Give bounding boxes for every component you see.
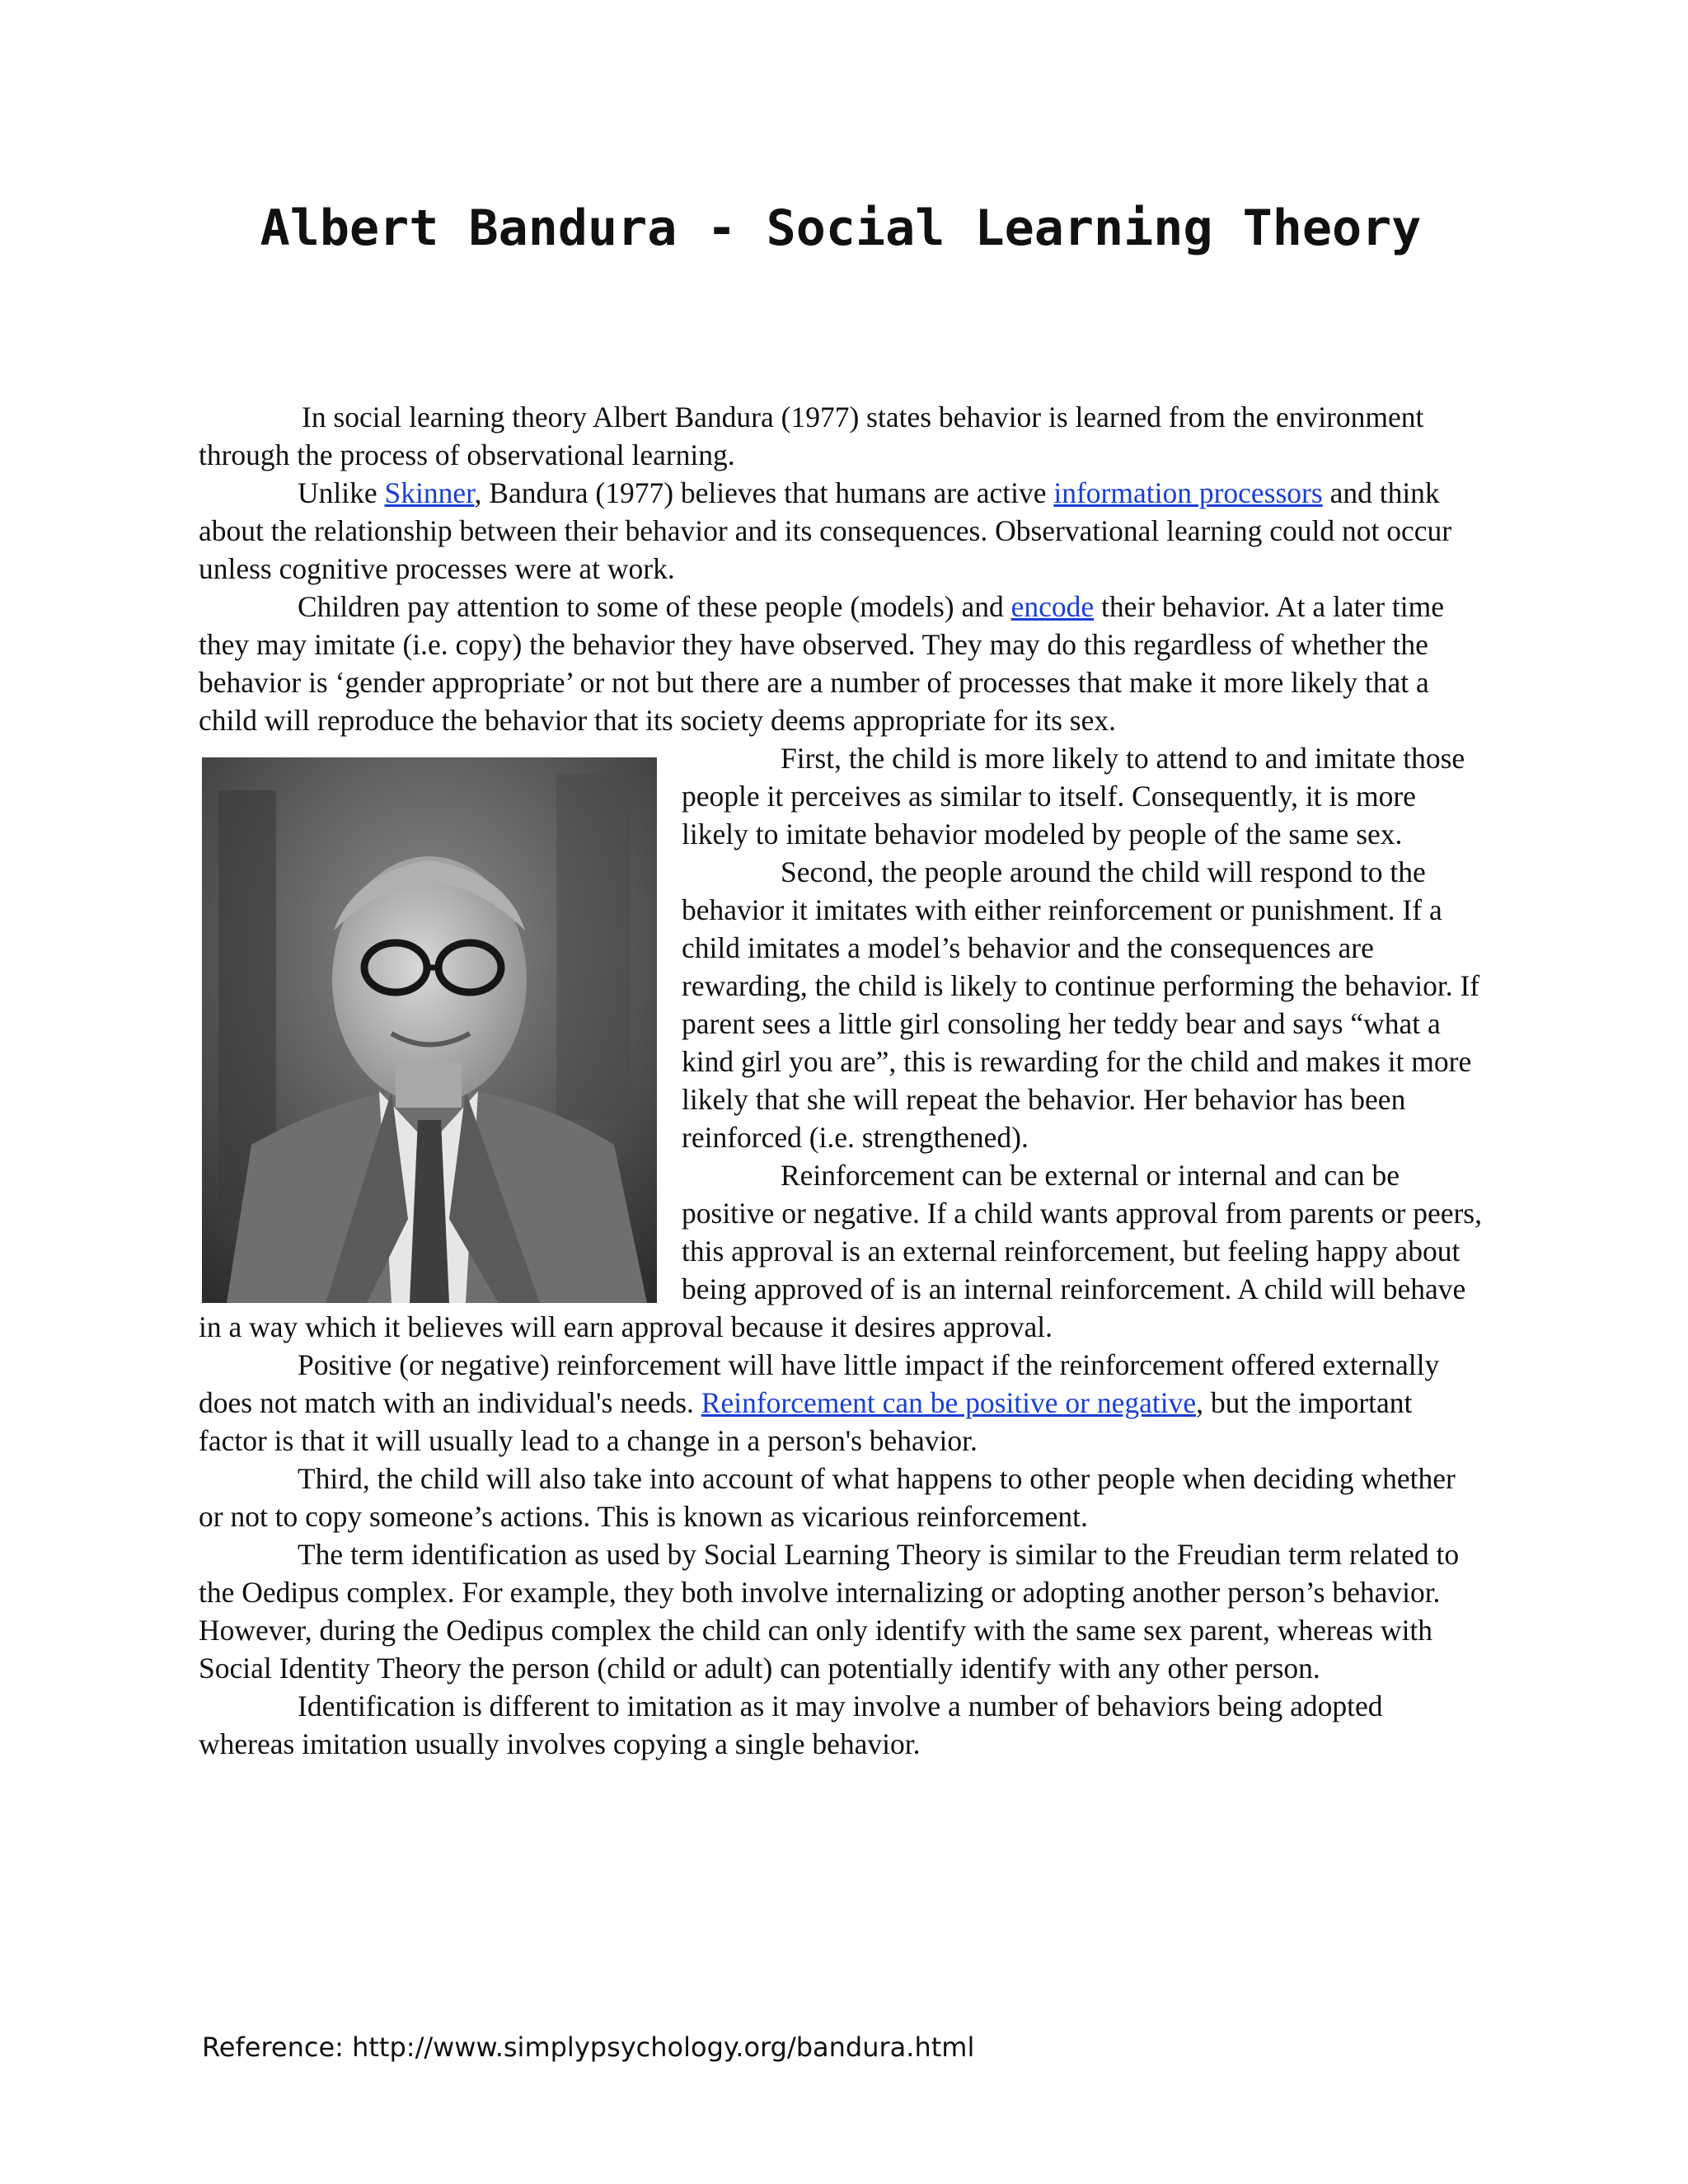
paragraph-7 (199, 1346, 1484, 1460)
page-title: Albert Bandura - Social Learning Theory (260, 199, 1422, 257)
paragraph-2 (199, 474, 1484, 588)
paragraph-2-text-a: Unlike (298, 476, 385, 509)
information-processors-link[interactable]: information processors (1053, 476, 1323, 509)
paragraph-3 (199, 588, 1484, 739)
encode-link[interactable]: encode (1010, 590, 1095, 623)
paragraph-7-text-a: Positive (or negative) reinforcement will have little impact if the reinforcement offered externally does not match with an individual's needs. (199, 1348, 1440, 1419)
portrait-image (202, 757, 657, 1303)
reinforcement-link[interactable]: Reinforcement can be positive or negative (701, 1386, 1197, 1419)
bandura-portrait-photo (202, 757, 657, 1303)
paragraph-7-text-b: , but the important factor is that it will usually lead to a change in a person's behavior. (199, 1386, 1413, 1457)
paragraph-5: Second, the people around the child will respond to the behavior it imitates with either reinforcement or punishment. If a child imitates a model’s behavior and the consequences are rewarding, the child is likely to continue performing the behavior. If parent sees a little girl consoling her teddy bear and says “what a kind girl you are”, this is rewarding for the child and makes it more likely that she will repeat the behavior. Her behavior has been reinforced (i.e. strengthened). (682, 855, 1480, 1154)
paragraph-1: In social learning theory Albert Bandura (1977) states behavior is learned from the environment through the process of observational learning. (199, 401, 1424, 471)
paragraph-4: First, the child is more likely to attend to and imitate those people it perceives as similar to itself. Consequently, it is more likely to imitate behavior modeled by people of the same sex. (682, 742, 1465, 851)
reference-footer: Reference: http://www.simplypsychology.org/bandura.html (202, 2032, 975, 2063)
paragraph-3-text-a: Children pay attention to some of these people (models) and (298, 590, 1011, 623)
paragraph-6: Reinforcement can be external or internal and can be positive or negative. If a child wants approval from parents or peers, this approval is an external reinforcement, but feeling happy about being approved of is an internal reinforcement. A child will behave in a way which it believes will earn approval because it desires approval. (199, 1159, 1482, 1343)
article-body (199, 398, 1484, 1763)
paragraph-2-text-c: and think about the relationship between their behavior and its consequences. Observational learning could not occur unless cognitive processes were at work. (199, 476, 1452, 585)
paragraph-10: Identification is different to imitation as it may involve a number of behaviors being adopted whereas imitation usually involves copying a single behavior. (199, 1690, 1383, 1760)
skinner-link[interactable]: Skinner (384, 476, 475, 509)
paragraph-8: Third, the child will also take into account of what happens to other people when deciding whether or not to copy someone’s actions. This is known as vicarious reinforcement. (199, 1462, 1456, 1533)
paragraph-9: The term identification as used by Social Learning Theory is similar to the Freudian term related to the Oedipus complex. For example, they both involve internalizing or adopting another person’s behavior. However, during the Oedipus complex the child can only identify with the same sex parent, whereas with Social Identity Theory the person (child or adult) can potentially identify with any other person. (199, 1538, 1460, 1685)
paragraph-2-text-b: , Bandura (1977) believes that humans are active (474, 476, 1054, 509)
paragraph-3-text-b: their behavior. At a later time they may imitate (i.e. copy) the behavior they have observed. They may do this regardless of whether the behavior is ‘gender appropriate’ or not but there are a number of processes that make it more likely that a child will reproduce the behavior that its society deems appropriate for its sex. (199, 590, 1444, 737)
